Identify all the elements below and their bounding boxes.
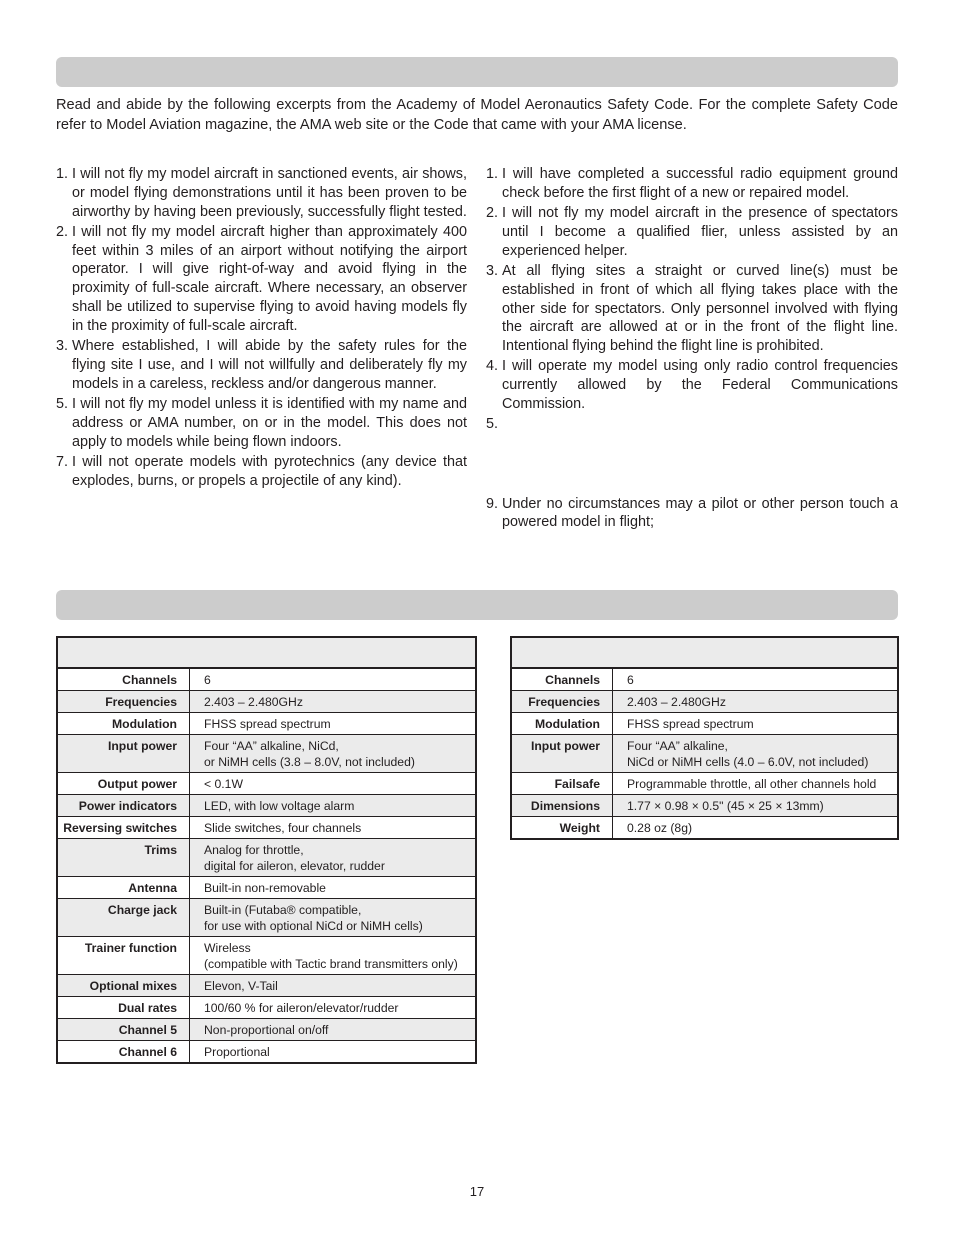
rule-text: I will not operate models with pyrotechnics (any device that explodes, burns, or propels a projectile of any kind). (72, 453, 467, 489)
spec-label: Channels (58, 669, 190, 690)
safety-rules-left-column (56, 165, 467, 492)
spec-label: Frequencies (512, 691, 613, 712)
table-row (512, 691, 897, 713)
rule-number: 2. (486, 205, 499, 222)
spec-value: 0.28 oz (8g) (627, 821, 693, 835)
section-header-bar-safety-code (56, 57, 898, 87)
spec-value: FHSS spread spectrum (627, 717, 754, 731)
spec-label: Modulation (58, 713, 190, 734)
spec-value: Slide switches, four channels (204, 821, 362, 835)
rule-number: 5. (486, 416, 499, 433)
page-number: 17 (469, 1184, 485, 1199)
spec-value: LED, with low voltage alarm (204, 799, 355, 813)
rule-number: 5. (56, 396, 69, 413)
spec-value: 2.403 – 2.480GHz (627, 695, 726, 709)
spec-label: Failsafe (512, 773, 613, 794)
table-row (58, 975, 475, 997)
table-row (58, 713, 475, 735)
spec-value: Proportional (204, 1045, 270, 1059)
spec-label: Input power (58, 735, 190, 772)
rule-text: Under no circumstances may a pilot or other person touch a powered model in flight; (502, 495, 898, 531)
table-row (58, 899, 475, 937)
table-row (58, 735, 475, 773)
spec-label: Charge jack (58, 899, 190, 936)
rule-text: I will not fly my model unless it is identified with my name and address or AMA number, on or in the model. This does not apply to models while being flown indoors. (72, 396, 467, 450)
rule-item (56, 165, 467, 221)
table-row (512, 773, 897, 795)
spec-label: Reversing switches (58, 817, 190, 838)
spec-value: 100/60 % for aileron/elevator/rudder (204, 1001, 399, 1015)
rule-item (486, 357, 898, 413)
spec-value: < 0.1W (204, 777, 243, 791)
rule-item (486, 165, 898, 203)
spec-label: Channels (512, 669, 613, 690)
spec-label: Antenna (58, 877, 190, 898)
spec-label: Weight (512, 817, 613, 838)
spec-label: Dual rates (58, 997, 190, 1018)
spec-value: Built-in (Futaba® compatible, for use with optional NiCd or NiMH cells) (204, 903, 423, 933)
rule-item (56, 337, 467, 393)
spec-label: Input power (512, 735, 613, 772)
rule-text: I will not fly my model aircraft in sanctioned events, air shows, or model flying demonstrations until it has been proven to be airworthy by having been previously, successfully flight tested. (72, 166, 467, 220)
spec-value: Programmable throttle, all other channels hold (627, 777, 877, 791)
spec-value: Elevon, V-Tail (204, 979, 278, 993)
rule-number: 7. (56, 453, 69, 470)
spec-label: Channel 6 (58, 1041, 190, 1062)
spec-label: Optional mixes (58, 975, 190, 996)
table-row (58, 669, 475, 691)
rule-number: 1. (56, 166, 69, 182)
table-row (58, 997, 475, 1019)
rule-item (486, 262, 898, 356)
rule-number: 1. (486, 166, 499, 182)
spec-label: Trims (58, 839, 190, 876)
rule-text: Where established, I will abide by the safety rules for the flying site I use, and I will not willfully and deliberately fly my models in a careless, reckless and/or dangerous manner. (72, 338, 467, 392)
table-row (512, 795, 897, 817)
safety-rules-right-column (486, 165, 898, 534)
table-row (58, 691, 475, 713)
table-row (58, 817, 475, 839)
rule-text (502, 415, 898, 434)
rule-number: 3. (56, 338, 69, 355)
rule-item (56, 395, 467, 451)
spec-label: Dimensions (512, 795, 613, 816)
table-body (58, 669, 475, 1062)
spec-value: 6 (204, 673, 211, 687)
spec-value: Non-proportional on/off (204, 1023, 329, 1037)
rule-item (56, 453, 467, 491)
blank-gap (486, 436, 898, 495)
transmitter-spec-table (56, 636, 477, 1064)
table-row (512, 817, 897, 838)
table-row (58, 1041, 475, 1062)
rule-text: I will have completed a successful radio equipment ground check before the first flight of a new or repaired model. (502, 166, 898, 201)
spec-label: Channel 5 (58, 1019, 190, 1040)
rule-number: 4. (486, 358, 499, 375)
spec-value: Four “AA” alkaline, NiCd or NiMH cells (4.0 – 6.0V, not included) (627, 739, 869, 769)
rule-text: I will not fly my model aircraft in the presence of spectators until I become a qualified flier, unless assisted by an experienced helper. (502, 205, 898, 259)
spec-value: Four “AA” alkaline, NiCd, or NiMH cells (3.8 – 8.0V, not included) (204, 739, 415, 769)
table-row (58, 1019, 475, 1041)
spec-value: 1.77 × 0.98 × 0.5" (45 × 25 × 13mm) (627, 799, 824, 813)
rule-number: 2. (56, 223, 69, 240)
receiver-spec-table (510, 636, 899, 840)
rule-text: At all flying sites a straight or curved line(s) must be established in front of which all flying takes place with the other side for spectators. Only personnel involved with flying the aircraft are allowed at or in the front of the flight line. Intentional flying behind the flight line is prohibited. (502, 262, 898, 355)
spec-value: 6 (627, 673, 634, 687)
table-row (512, 669, 897, 691)
spec-value: Built-in non-removable (204, 881, 326, 895)
rule-number: 3. (486, 262, 499, 279)
table-row (58, 839, 475, 877)
table-row (58, 795, 475, 817)
table-header (58, 638, 475, 669)
table-row (58, 877, 475, 899)
rule-text: I will not fly my model aircraft higher than approximately 400 feet within 3 miles of an airport without notifying the airport operator. I will give right-of-way and avoid flying in the proximity of full-scale aircraft. Where necessary, an observer shall be utilized to supervise flying to avoid having models fly in the proximity of full-scale aircraft. (72, 223, 467, 334)
rule-item (486, 415, 898, 434)
table-row (512, 713, 897, 735)
spec-value: FHSS spread spectrum (204, 717, 331, 731)
section-header-bar-specifications (56, 590, 898, 620)
table-body (512, 669, 897, 838)
rule-number: 9. (486, 495, 499, 512)
spec-value: 2.403 – 2.480GHz (204, 695, 303, 709)
spec-label: Trainer function (58, 937, 190, 974)
table-header (512, 638, 897, 669)
rule-item (56, 223, 467, 336)
spec-label: Frequencies (58, 691, 190, 712)
rule-item (486, 495, 898, 533)
table-row (58, 773, 475, 795)
intro-paragraph: Read and abide by the following excerpts from the Academy of Model Aeronautics Safety Code. For the complete Safety Code refer to Model Aviation magazine, the AMA web site or the Code that came with your AMA license. (56, 97, 898, 133)
spec-label: Modulation (512, 713, 613, 734)
table-row (58, 937, 475, 975)
spec-value: Wireless (compatible with Tactic brand transmitters only) (204, 941, 458, 971)
spec-label: Output power (58, 773, 190, 794)
table-row (512, 735, 897, 773)
spec-value: Analog for throttle, digital for aileron, elevator, rudder (204, 843, 385, 873)
rule-text: I will operate my model using only radio control frequencies currently allowed by the Federal Communications Commission. (502, 358, 898, 413)
spec-label: Power indicators (58, 795, 190, 816)
rule-item (486, 204, 898, 260)
